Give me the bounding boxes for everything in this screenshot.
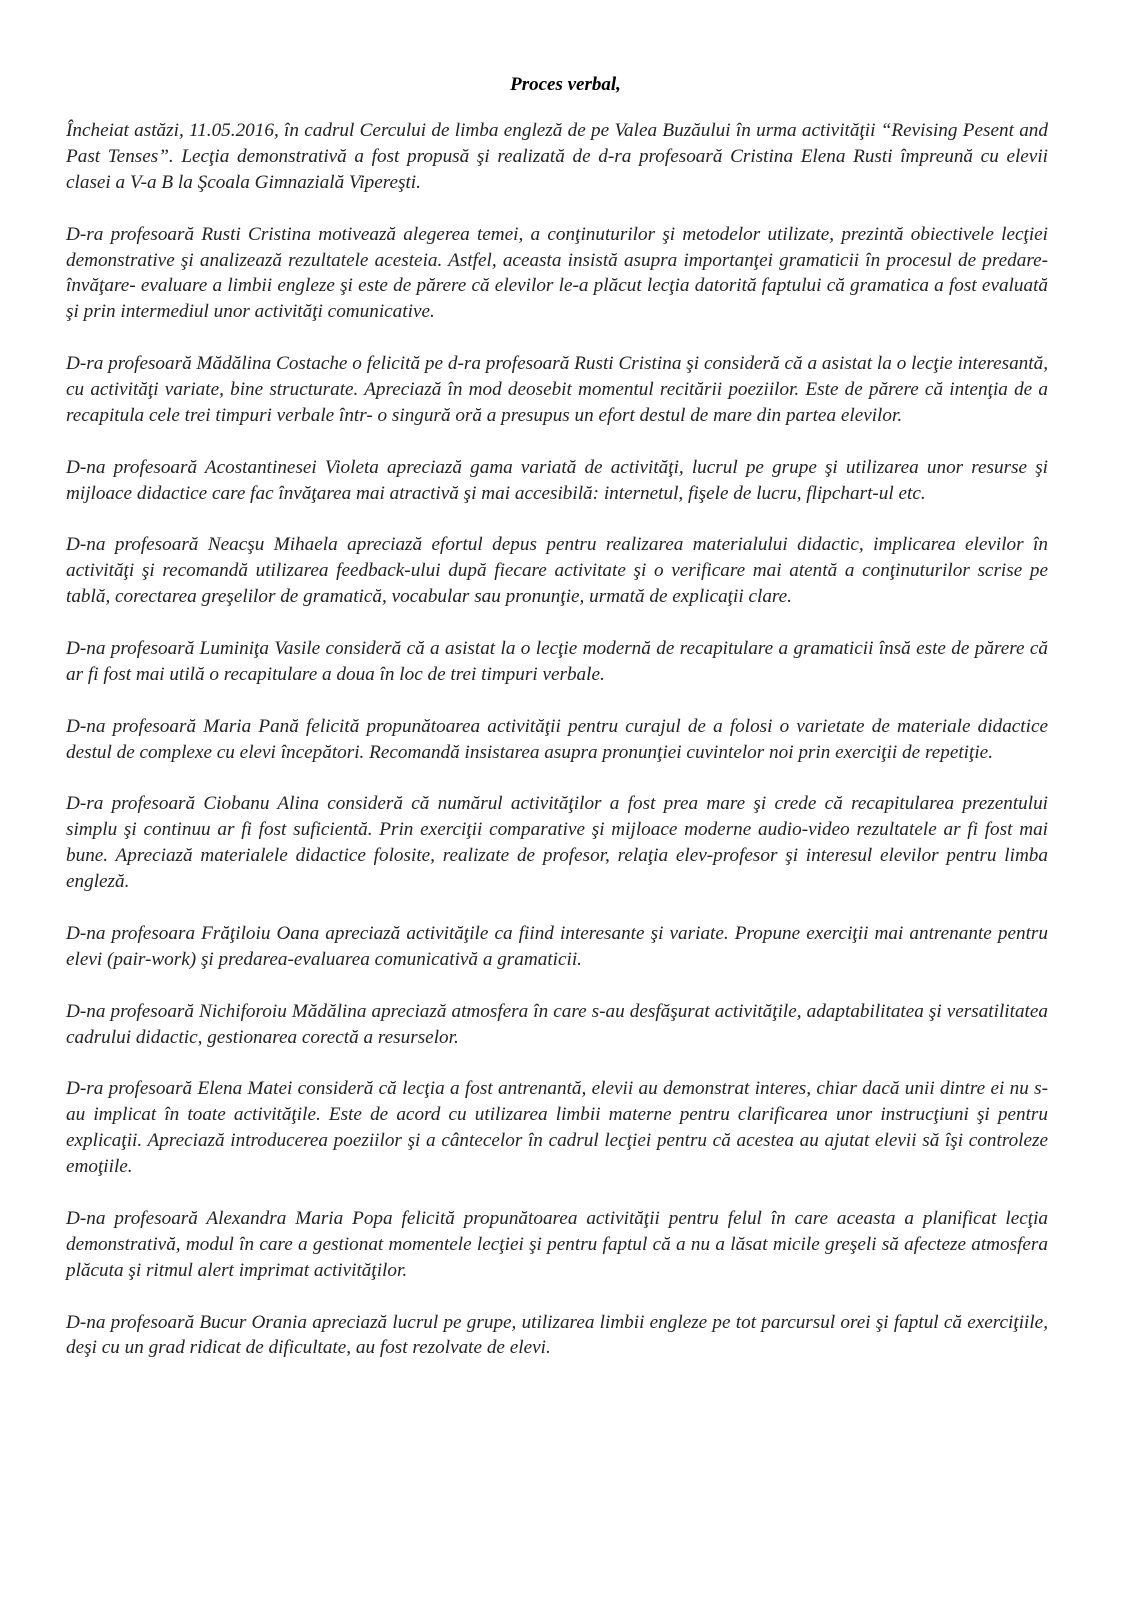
paragraph-luminita-vasile: D-na profesoară Luminiţa Vasile consideră că a asistat la o lecţie modernă de recapitulare a gramaticii însă este de părere că ar fi fost mai utilă o recapitulare a doua în loc de trei timpuri verbale. bbox=[66, 638, 1048, 685]
paragraph-elena-matei: D-ra profesoară Elena Matei consideră că lecţia a fost antrenantă, elevii au demonstrat interes, chiar dacă unii dintre ei nu s-au implicat în toate activităţile. Este de acord cu utilizarea limbii materne pentru clarificarea unor instrucţiuni şi pentru explicaţii. Apreciază introducerea poeziilor şi a cântecelor în cadrul lecţiei pentru că acestea au ajutat elevii să îşi controleze emoţiile. bbox=[66, 1078, 1048, 1178]
paragraph-neacsu-mihaela: D-na profesoară Neacşu Mihaela apreciază efortul depus pentru realizarea materialului didactic, implicarea elevilor în activităţi şi recomandă utilizarea feedback-ului după fiecare activitate şi o verificare mai atentă a conţinuturilor scrise pe tablă, corectarea greşelilor de gramatică, vocabular sau pronunţie, urmată de explicaţii clare. bbox=[66, 534, 1048, 608]
paragraph-fratiloiu-oana: D-na profesoara Frăţiloiu Oana apreciază activităţile ca fiind interesante şi variate. Propune exerciţii mai antrenante pentru elevi (pair-work) şi predarea-evaluarea comunicativă a gramaticii. bbox=[66, 922, 1048, 970]
document-title: Proces verbal, bbox=[510, 74, 621, 95]
paragraph-bucur-orania: D-na profesoară Bucur Orania apreciază lucrul pe grupe, utilizarea limbii engleze pe tot parcursul orei şi faptul că exerciţiile, deşi cu un grad ridicat de dificultate, au fost rezolvate de elevi. bbox=[66, 1311, 1048, 1359]
paragraph-acostantinesei-violeta: D-na profesoară Acostantinesei Violeta apreciază gama variată de activităţi, lucrul pe grupe şi utilizarea unor resurse şi mijloace didactice care fac învăţarea mai atractivă şi mai accesibilă: internetul, fişele de lucru, flipchart-ul etc. bbox=[66, 456, 1048, 504]
document-body bbox=[66, 118, 1048, 1387]
paragraph-ciobanu-alina: D-ra profesoară Ciobanu Alina consideră că numărul activităţilor a fost prea mare şi crede că recapitularea prezentului simplu şi continuu ar fi fost suficientă. Prin exerciţii comparative şi mijloace moderne audio-video rezultatele ar fi fost mai bune. Apreciază materialele didactice folosite, realizate de profesor, relaţia elev-profesor şi interesul elevilor pentru limba engleză. bbox=[66, 793, 1048, 893]
paragraph-rusti-cristina: D-ra profesoară Rusti Cristina motivează alegerea temei, a conţinuturilor şi metodelor utilizate, prezintă obiectivele lecţiei demonstrative şi analizează rezultatele acesteia. Astfel, aceasta insistă asupra importanţei gramaticii în procesul de predare- învăţare- evaluare a limbii engleze şi este de părere că elevilor le-a plăcut lecţia datorită faptului că gramatica a fost evaluată şi prin intermediul unor activităţi comunicative. bbox=[66, 223, 1048, 323]
paragraph-intro: Încheiat astăzi, 11.05.2016, în cadrul Cercului de limba engleză de pe Valea Buzăului în urma activităţii “Revising Pesent and Past Tenses”. Lecţia demonstrativă a fost propusă şi realizată de d-ra profesoară Cristina Elena Rusti împreună cu elevii clasei a V-a B la Şcoala Gimnazială Vipereşti. bbox=[66, 120, 1048, 193]
paragraph-maria-pana: D-na profesoară Maria Pană felicită propunătoarea activităţii pentru curajul de a folosi o varietate de materiale didactice destul de complexe cu elevi începători. Recomandă insistarea asupra pronunţiei cuvintelor noi prin exerciţii de repetiţie. bbox=[66, 715, 1048, 763]
paragraph-madalina-costache: D-ra profesoară Mădălina Costache o felicită pe d-ra profesoară Rusti Cristina şi consideră că a asistat la o lecţie interesantă, cu activităţi variate, bine structurate. Apreciază în mod deosebit momentul recitării poeziilor. Este de părere că intenţia de a recapitula cele trei timpuri verbale într- o singură oră a presupus un efort destul de mare din partea elevilor. bbox=[66, 353, 1048, 426]
paragraph-nichiforoiu-madalina: D-na profesoară Nichiforoiu Mădălina apreciază atmosfera în care s-au desfăşurat activităţile, adaptabilitatea şi versatilitatea cadrului didactic, gestionarea corectă a resurselor. bbox=[66, 1000, 1048, 1048]
paragraph-alexandra-maria-popa: D-na profesoară Alexandra Maria Popa felicită propunătoarea activităţii pentru felul în care aceasta a planificat lecţia demonstrativă, modul în care a gestionat momentele lecţiei şi pentru faptul că a nu a lăsat micile greşeli să afecteze atmosfera plăcuta şi ritmul alert imprimat activităţilor. bbox=[66, 1207, 1048, 1281]
